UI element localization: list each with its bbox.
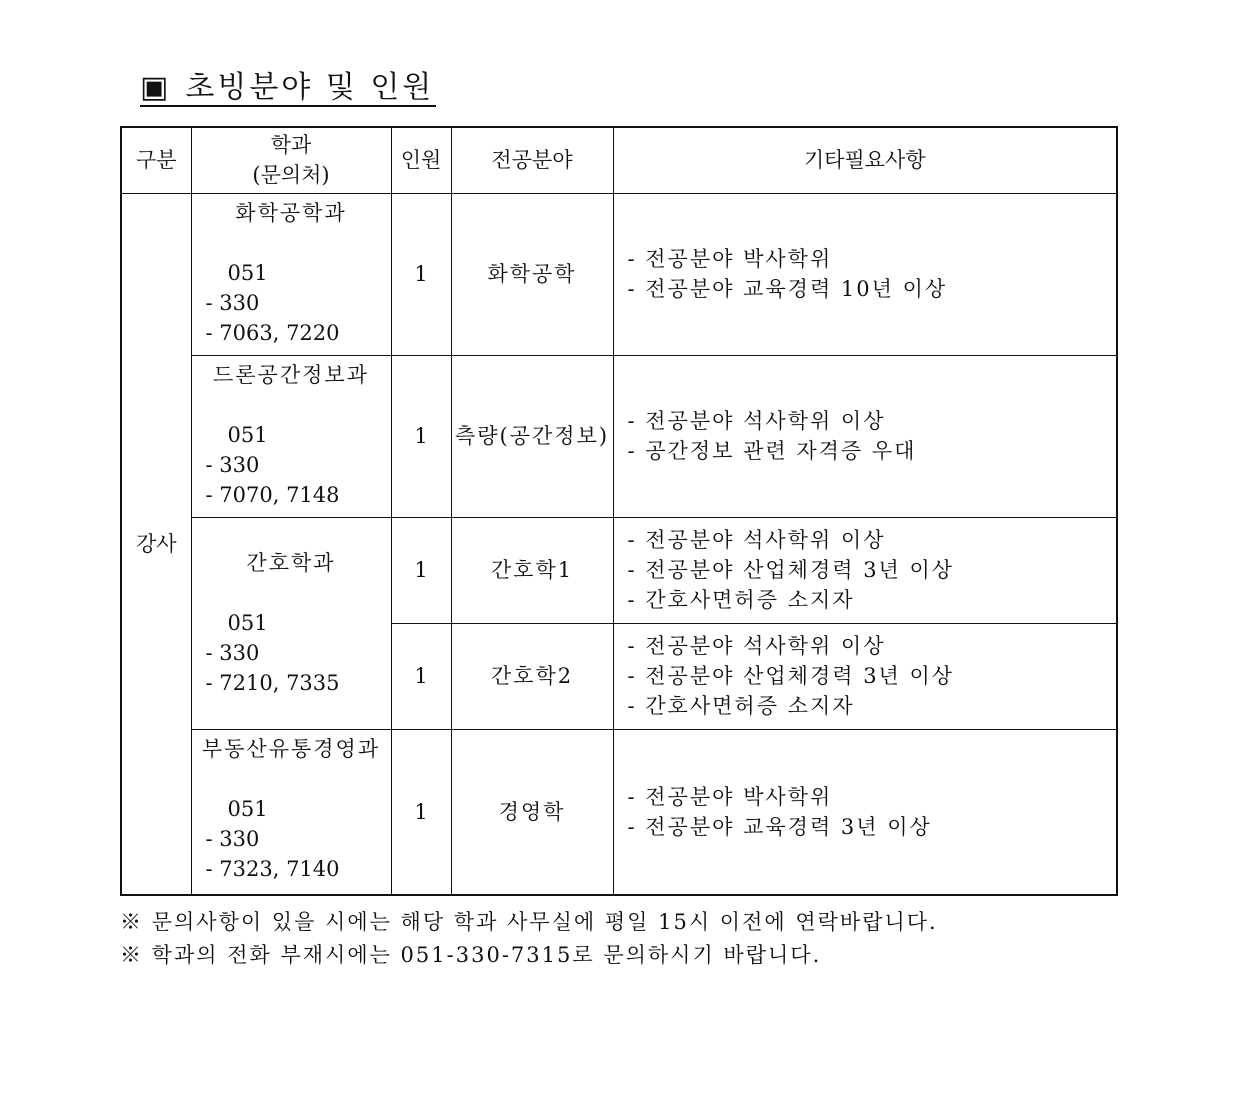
count-cell: 1 <box>391 729 451 895</box>
dept-name: 화학공학과 <box>235 200 347 225</box>
dept-name: 부동산유통경영과 <box>201 736 381 761</box>
major-cell: 간호학1 <box>451 517 613 623</box>
phone-line: 051 <box>227 796 268 821</box>
heading-underline <box>140 105 436 107</box>
count-cell: 1 <box>391 355 451 517</box>
gubun-cell: 강사 <box>121 193 191 895</box>
etc-line: - 간호사면허증 소지자 <box>627 694 855 718</box>
header-etc: 기타필요사항 <box>613 127 1117 193</box>
etc-line: - 전공분야 교육경력 10년 이상 <box>627 277 948 301</box>
phone-line: - 7323, 7140 <box>205 856 340 881</box>
dept-name: 드론공간정보과 <box>212 362 369 387</box>
dept-phone <box>192 258 391 348</box>
etc-line: - 전공분야 산업체경력 3년 이상 <box>627 558 955 582</box>
table-row <box>121 193 1117 355</box>
phone-line: 051 <box>227 260 268 285</box>
phone-line: - 330 <box>205 290 260 315</box>
etc-cell <box>613 729 1117 895</box>
note-line: ※ 문의사항이 있을 시에는 해당 학과 사무실에 평일 15시 이전에 연락바랍니다. <box>120 910 938 934</box>
phone-line: 051 <box>227 611 268 635</box>
major-cell: 측량(공간정보) <box>451 355 613 517</box>
etc-line: - 전공분야 석사학위 이상 <box>627 528 886 552</box>
header-count: 인원 <box>391 127 451 193</box>
etc-cell <box>613 623 1117 729</box>
header-dept-line2: (문의처) <box>252 163 330 188</box>
phone-line: - 7070, 7148 <box>205 482 340 507</box>
recruitment-table <box>120 126 1118 896</box>
phone-line: - 7210, 7335 <box>205 671 340 695</box>
etc-line: - 전공분야 산업체경력 3년 이상 <box>627 664 955 688</box>
etc-line: - 전공분야 교육경력 3년 이상 <box>627 814 932 839</box>
count-cell: 1 <box>391 623 451 729</box>
dept-name: 간호학과 <box>246 551 336 575</box>
header-gubun: 구분 <box>121 127 191 193</box>
table-row <box>121 355 1117 517</box>
phone-line: - 330 <box>205 452 260 477</box>
dept-phone <box>192 794 391 884</box>
etc-cell <box>613 193 1117 355</box>
etc-line: - 전공분야 박사학위 <box>627 247 833 271</box>
etc-line: - 간호사면허증 소지자 <box>627 588 855 612</box>
major-cell: 화학공학 <box>451 193 613 355</box>
dept-cell <box>191 193 391 355</box>
header-major: 전공분야 <box>451 127 613 193</box>
header-dept <box>191 127 391 193</box>
dept-cell <box>191 355 391 517</box>
section-title: 초빙분야 및 인원 <box>185 70 435 105</box>
dept-cell <box>191 729 391 895</box>
count-cell: 1 <box>391 193 451 355</box>
square-bullet-icon: ▣ <box>140 70 172 105</box>
table-row <box>121 729 1117 895</box>
major-cell: 경영학 <box>451 729 613 895</box>
etc-line: - 전공분야 석사학위 이상 <box>627 409 886 433</box>
dept-phone <box>192 420 391 510</box>
dept-cell <box>191 517 391 729</box>
major-cell: 간호학2 <box>451 623 613 729</box>
etc-cell <box>613 355 1117 517</box>
phone-line: - 330 <box>205 826 260 851</box>
etc-line: - 전공분야 박사학위 <box>627 784 833 809</box>
table-header-row <box>121 127 1117 193</box>
header-dept-line1: 학과 <box>270 133 312 158</box>
note-line: ※ 학과의 전화 부재시에는 051-330-7315로 문의하시기 바랍니다. <box>120 943 822 967</box>
etc-line: - 공간정보 관련 자격증 우대 <box>627 439 917 463</box>
count-cell: 1 <box>391 517 451 623</box>
etc-cell <box>613 517 1117 623</box>
notes <box>120 906 938 972</box>
table-row <box>121 517 1117 623</box>
phone-line: - 330 <box>205 641 260 665</box>
dept-phone <box>192 608 391 698</box>
etc-line: - 전공분야 석사학위 이상 <box>627 634 886 658</box>
phone-line: - 7063, 7220 <box>205 320 340 345</box>
section-heading <box>140 68 434 108</box>
phone-line: 051 <box>227 422 268 447</box>
